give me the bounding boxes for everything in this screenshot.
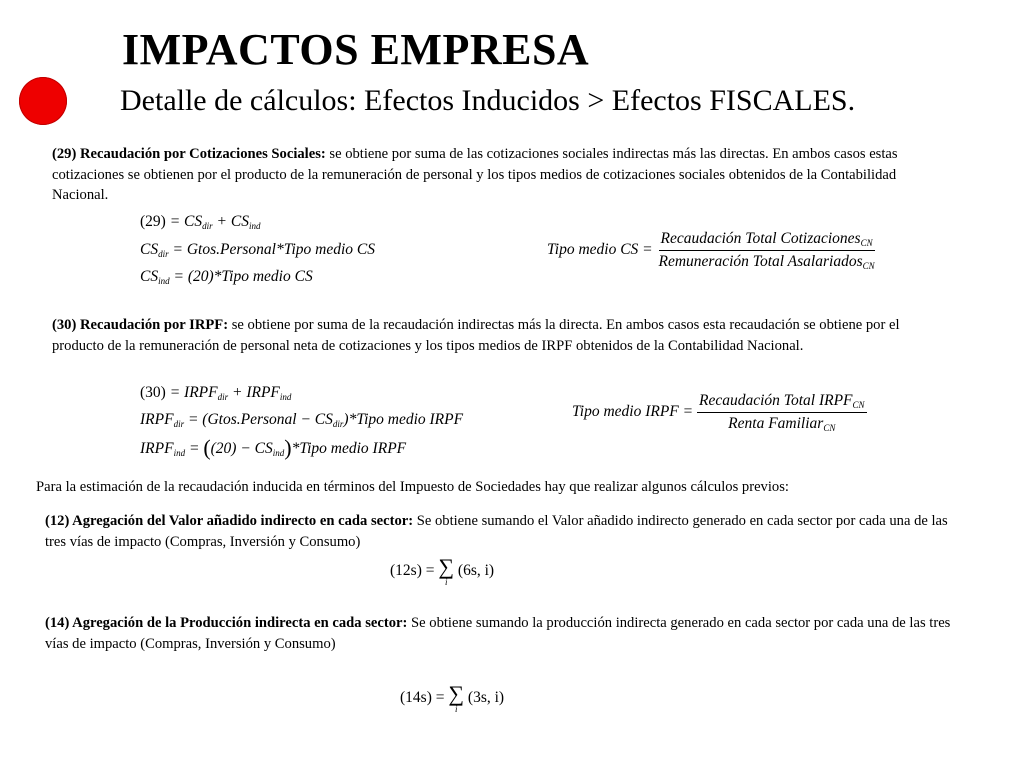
- tipo-medio-cs-label: Tipo medio CS =: [547, 241, 653, 259]
- formula-29-total: $(29) = CS_{dir} + CS_{ind}$: [140, 213, 261, 231]
- tipo-medio-irpf-numerator: Recaudación Total IRPF: [698, 392, 853, 409]
- formula-tipo-medio-cs: Tipo medio CS = $\frac{Recaudación Total Cotizaciones_{CN}}{Remuneración Total Asalariados_{CN}}$: [547, 230, 875, 271]
- page-title: IMPACTOS EMPRESA: [122, 25, 590, 74]
- section-12-heading: (12) Agregación del Valor añadido indirecto en cada sector:: [45, 513, 414, 529]
- formula-29-direct-rhs: Gtos.Personal*Tipo medio CS: [186, 241, 375, 258]
- formula-30-label: (30): [140, 384, 166, 401]
- formula-tipo-medio-irpf: Tipo medio IRPF = $\frac{Recaudación Total IRPF_{CN}}{Renta Familiar_{CN}}$: [572, 392, 865, 433]
- intro-text: Para la estimación de la recaudación inducida en términos del Impuesto de Sociedades hay que realizar algunos cálculos previos:: [36, 479, 789, 495]
- tipo-medio-cs-denominator: Remuneración Total Asalariados: [658, 253, 863, 270]
- formula-14-rhs: (3s, i): [467, 689, 505, 707]
- section-30-heading: (30) Recaudación por IRPF:: [52, 317, 229, 333]
- formula-29-label: (29): [140, 213, 166, 230]
- section-12-paragraph: [45, 511, 955, 552]
- section-29-body: se obtiene por suma de las cotizaciones sociales indirectas más las directas. En ambos casos estas cotizaciones se obtienen por el producto de la remuneración de personal y los tipos medios de cotizaciones sociales obtenidos de la Contabilidad Nacional.: [52, 146, 898, 203]
- tipo-medio-cs-numerator: Recaudación Total Cotizaciones: [660, 230, 861, 247]
- section-14-paragraph: [45, 613, 955, 654]
- formula-12-lhs: (12s) =: [390, 562, 435, 580]
- tipo-medio-irpf-denominator: Renta Familiar: [728, 415, 824, 432]
- formula-30-direct: $IRPF_{dir}$ = (Gtos.Personal − $CS_{dir})*Tipo$ medio IRPF: [140, 411, 464, 429]
- section-29-paragraph: [52, 144, 952, 206]
- section-29-heading: (29) Recaudación por Cotizaciones Sociales:: [52, 146, 326, 162]
- section-14-heading: (14) Agregación de la Producción indirecta en cada sector:: [45, 615, 408, 631]
- summation-symbol: ∑ i: [438, 554, 455, 587]
- section-14-body: Se obtiene sumando la producción indirecta generado en cada sector por cada una de las tres vías de impacto (Compras, Inversión y Consumo): [45, 615, 951, 652]
- summation-symbol: ∑ i: [448, 681, 465, 714]
- section-30-body: se obtiene por suma de la recaudación indirectas más la directa. En ambos casos esta recaudación se obtiene por el producto de la remuneración de personal neta de cotizaciones y los tipos medios de IRPF obtenidos de la Contabilidad Nacional.: [52, 317, 900, 354]
- formula-30-total: $(30) = IRPF_{dir}$ + $IRPF_{ind}$: [140, 384, 292, 402]
- formula-30-indirect: $IRPF_{ind} = ((20)$ − $CS_{ind})*Tipo$ medio IRPF: [140, 435, 407, 460]
- formula-29-direct: $CS_{dir}$ = Gtos.Personal*Tipo medio CS: [140, 241, 375, 259]
- formula-14-lhs: (14s) =: [400, 689, 445, 707]
- formula-14: [400, 683, 504, 714]
- red-circle-bullet: [19, 77, 67, 125]
- formula-12-rhs: (6s, i): [457, 562, 495, 580]
- section-30-paragraph: [52, 315, 952, 356]
- formula-29-indirect-rhs: (20)*Tipo medio CS: [187, 268, 313, 285]
- tipo-medio-irpf-label: Tipo medio IRPF =: [572, 403, 694, 421]
- section-12-body: Se obtiene sumando el Valor añadido indirecto generado en cada sector por cada una de las tres vías de impacto (Compras, Inversión y Consumo): [45, 513, 948, 550]
- formula-12: [390, 556, 494, 587]
- page-subtitle: Detalle de cálculos: Efectos Inducidos > Efectos FISCALES.: [120, 84, 856, 117]
- formula-29-indirect: $CS_{ind}$ = (20)*Tipo medio CS: [140, 268, 313, 286]
